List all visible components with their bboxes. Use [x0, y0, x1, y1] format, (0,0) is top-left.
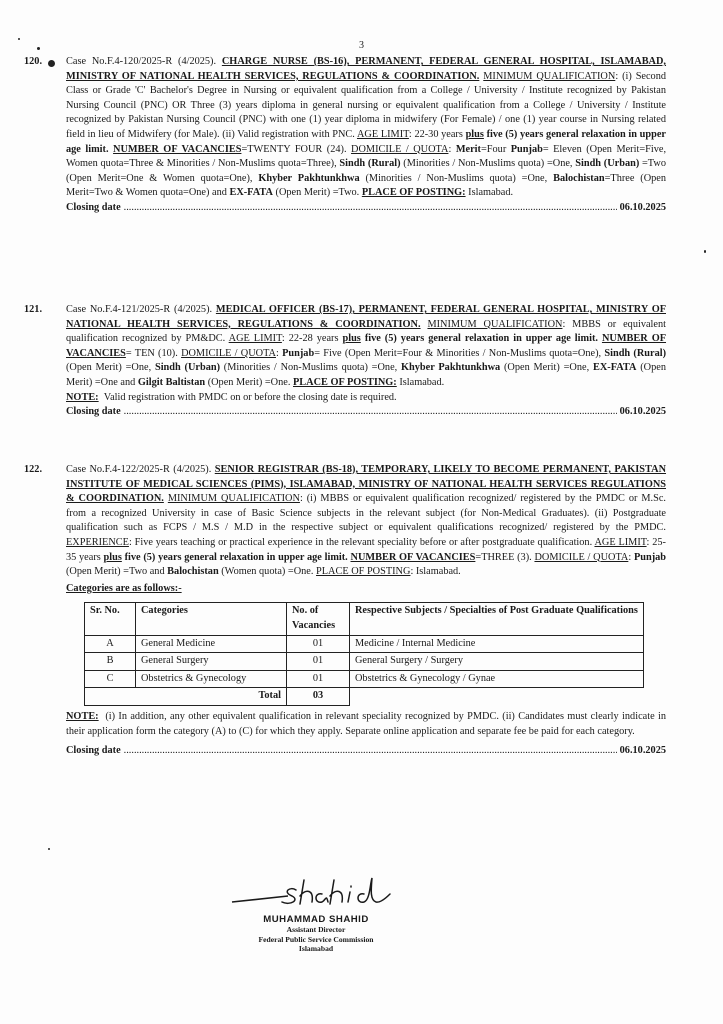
table-header: Sr. No. — [85, 603, 136, 635]
min-qualification-label: MINIMUM QUALIFICATION — [167, 493, 300, 505]
closing-date-line: Closing date ..... 06.10.2025 — [66, 744, 666, 759]
signatory-org: Federal Public Service Commission — [258, 934, 374, 944]
age-limit-label: AGE LIMIT — [594, 536, 647, 548]
table-header: No. of Vacancies — [287, 603, 350, 635]
categories-table — [84, 602, 644, 706]
signatory-title: Assistant Director — [286, 925, 346, 934]
closing-date-line: Closing date ..... 06.10.2025 — [66, 201, 666, 216]
posting-label: PLACE OF POSTING — [316, 566, 411, 578]
table-row: B General Surgery 01 General Surgery / Surgery — [85, 653, 644, 671]
posting-label: PLACE OF POSTING: — [361, 187, 466, 199]
note: NOTE: Valid registration with PMDC on or before the closing date is required. — [66, 391, 397, 403]
min-qualification-label: MINIMUM QUALIFICATION — [427, 318, 563, 330]
vacancies-label: NUMBER OF VACANCIES — [66, 333, 667, 359]
case-120 — [24, 55, 667, 216]
handwritten-signature — [230, 872, 400, 912]
table-header-row — [85, 603, 644, 635]
closing-date: 06.10.2025 — [619, 201, 666, 213]
case-number: 120. — [24, 56, 43, 67]
case-body: Case No.F.4-121/2025-R (4/2025). MEDICAL OFFICER (BS-17), PERMANENT, FEDERAL GENERAL HOSPITAL, MINISTRY OF NATIONAL HEALTH SERVICES, REGULATIONS & COORDINATION. MINIMUM QUALIFICATION: MBBS or equivalent qualification recognized by PM&DC. AGE LIMIT: 22-28 years plus five (5) years general relaxation in upper age limit. NUMBER OF VACANCIES= TEN (10). DOMICILE / QUOTA: Punjab= Five (Open Merit=Four & Minorities / Non-Muslims quota=One), Sindh (Rural) (Open Merit) =One, Sindh (Urban) (Minorities / Non-Muslims quota) =One, Khyber Pakhtunkhwa (Open Merit) =One, EX-FATA (Open Merit) =One and Gilgit Baltistan (Open Merit) =One. PLACE OF POSTING: Islamabad. — [66, 304, 667, 388]
case-122 — [24, 463, 667, 759]
table-header: Respective Subjects / Specialties of Post Graduate Qualifications — [350, 603, 644, 635]
domicile-label: DOMICILE / QUOTA — [181, 347, 276, 359]
case-121 — [24, 303, 667, 420]
table-row: C Obstetrics & Gynecology 01 Obstetrics & Gynecology / Gynae — [85, 670, 644, 688]
domicile-label: DOMICILE / QUOTA — [351, 143, 449, 155]
case-number: 121. — [24, 304, 43, 315]
vacancies-label: NUMBER OF VACANCIES — [350, 551, 476, 563]
closing-date: 06.10.2025 — [619, 745, 666, 757]
experience-label: EXPERIENCE — [66, 536, 129, 548]
post-title: SENIOR REGISTRAR (BS-18), TEMPORARY, LIKELY TO BECOME PERMANENT, PAKISTAN INSTITUTE OF MEDICAL SCIENCES (PIMS), ISLAMABAD, MINISTRY OF NATIONAL HEALTH SERVICES REGULATIONS & COORDINATION. — [66, 464, 667, 505]
table-header: Categories — [136, 603, 287, 635]
categories-heading: Categories are as follows:- — [66, 582, 182, 594]
case-number: 122. — [24, 464, 43, 475]
posting-label: PLACE OF POSTING: — [293, 376, 397, 388]
signatory-name: MUHAMMAD SHAHID — [263, 914, 369, 925]
scan-speck — [48, 848, 50, 850]
post-title: CHARGE NURSE (BS-16), PERMANENT, FEDERAL GENERAL HOSPITAL, ISLAMABAD, MINISTRY OF NATIONAL HEALTH SERVICES, REGULATIONS & COORDINATION. — [66, 56, 667, 82]
age-limit-label: AGE LIMIT — [228, 333, 282, 345]
domicile-label: DOMICILE / QUOTA — [534, 551, 629, 563]
min-qualification-label: MINIMUM QUALIFICATION — [483, 70, 616, 82]
case-body: Case No.F.4-122/2025-R (4/2025). SENIOR REGISTRAR (BS-18), TEMPORARY, LIKELY TO BECOME PERMANENT, PAKISTAN INSTITUTE OF MEDICAL SCIENCES (PIMS), ISLAMABAD, MINISTRY OF NATIONAL HEALTH SERVICES REGULATIONS & COORDINATION. MINIMUM QUALIFICATION: (i) MBBS or equivalent qualification recognized/ registered by the PMDC or M.Sc. from a recognized University in case of Basic Science subjects in the relevant subject (for Non-Medical Graduates). (ii) Postgraduate qualification such as FCPS / M.S / M.D in the respective subject or equivalent qualifications recognized/ registered by the PMDC. EXPERIENCE: Five years teaching or practical experience in the relevant speciality before or after postgraduate qualification. AGE LIMIT: 25-35 years plus five (5) years general relaxation in upper age limit. NUMBER OF VACANCIES=THREE (3). DOMICILE / QUOTA: Punjab (Open Merit) =Two and Balochistan (Women quota) =One. PLACE OF POSTING: Islamabad. — [66, 464, 667, 578]
scan-speck — [704, 250, 706, 253]
signatory-city: Islamabad — [298, 944, 334, 953]
closing-date-line: Closing date ..... 06.10.2025 — [66, 405, 666, 420]
scan-speck — [48, 60, 55, 67]
table-total-row: Total 03 — [85, 688, 644, 706]
scan-speck — [18, 38, 20, 40]
note: NOTE: (i) In addition, any other equivalent qualification in relevant speciality recognized by PMDC. (ii) Candidates must clearly indicate in their application form the category (A) to (C) for which they apply. Separate online application and separate fee be paid for each category. — [66, 710, 666, 737]
scan-speck — [37, 47, 40, 50]
age-limit-label: AGE LIMIT — [356, 128, 409, 140]
post-title: MEDICAL OFFICER (BS-17), PERMANENT, FEDERAL GENERAL HOSPITAL, MINISTRY OF NATIONAL HEALTH SERVICES, REGULATIONS & COORDINATION. — [66, 304, 666, 330]
closing-date: 06.10.2025 — [619, 406, 666, 418]
vacancies-label: NUMBER OF VACANCIES — [113, 143, 242, 155]
case-body: Case No.F.4-120/2025-R (4/2025). CHARGE NURSE (BS-16), PERMANENT, FEDERAL GENERAL HOSPITAL, ISLAMABAD, MINISTRY OF NATIONAL HEALTH SERVICES, REGULATIONS & COORDINATION. MINIMUM QUALIFICATION: (i) Second Class or Grade 'C' Bachelor's Degree in Nursing or equivalent qualification from a College / University / Institute recognized by Pakistan Nursing Council (PNC) OR Three (3) years diploma in general nursing or equivalent qualification from a College / University / Institute recognized by Pakistan Nursing Council (PNC) with one (1) year diploma in midwifery (For Female) / one (1) year course in Nursing related field in lieu of Midwifery (for Male). (ii) Valid registration with PNC. AGE LIMIT: 22-30 years plus five (5) years general relaxation in upper age limit. NUMBER OF VACANCIES=TWENTY FOUR (24). DOMICILE / QUOTA: Merit=Four Punjab= Eleven (Open Merit=Five, Women quota=Three & Minorities / Non-Muslims quota=Three), Sindh (Rural) (Minorities / Non-Muslims quota) =One, Sindh (Urban) =Two (Open Merit=One & Women quota=One), Khyber Pakhtunkhwa (Minorities / Non-Muslims quota) =One, Balochistan=Three (Open Merit=Two & Women quota=One) and EX-FATA (Open Merit) =Two. PLACE OF POSTING: Islamabad. — [66, 56, 667, 199]
page-number: 3 — [359, 40, 364, 51]
signature-block — [236, 914, 396, 954]
table-row: A General Medicine 01 Medicine / Internal Medicine — [85, 635, 644, 653]
